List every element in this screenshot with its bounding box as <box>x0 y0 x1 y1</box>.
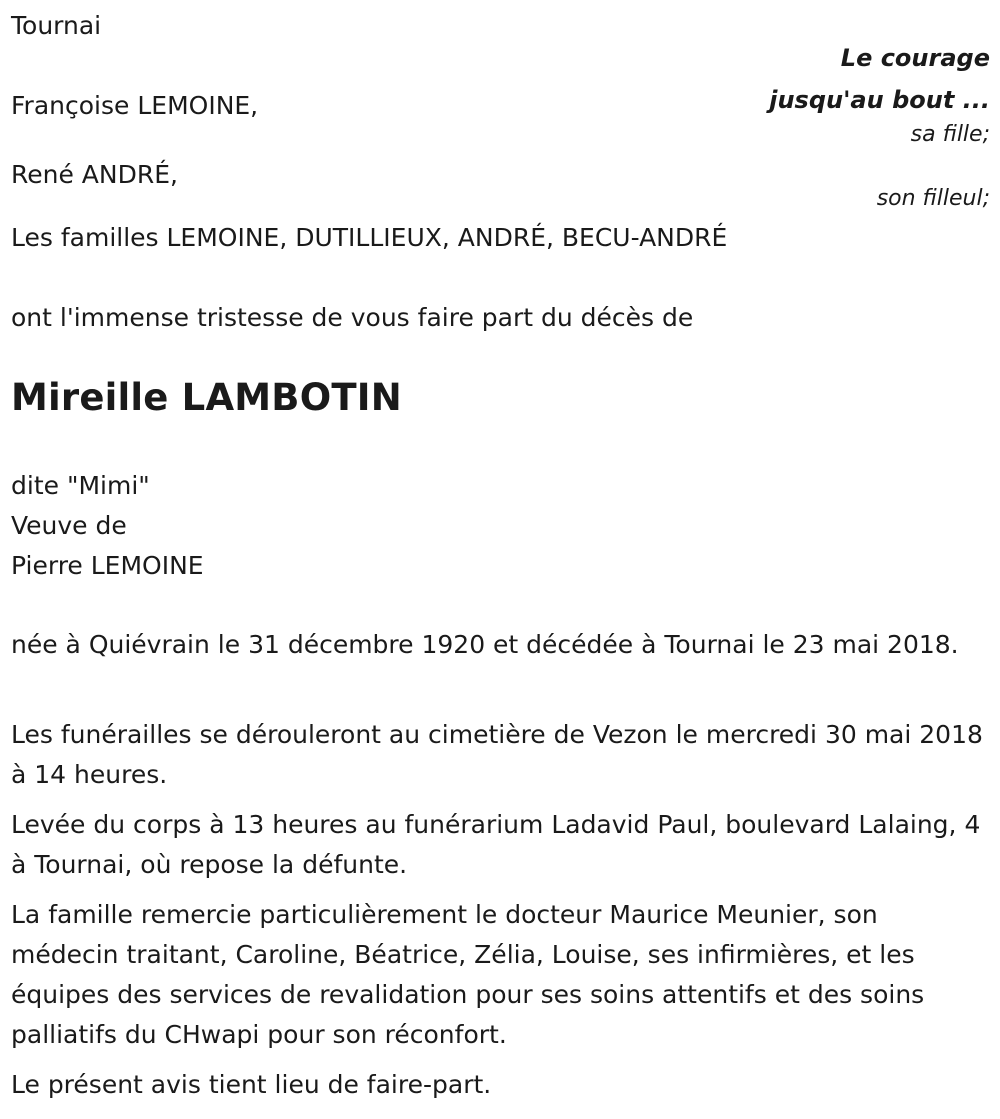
funeral-paragraph: Les funérailles se dérouleront au cimetière de Vezon le mercredi 30 mai 2018 à 14 heures. <box>11 720 983 789</box>
deceased-nickname: dite "Mimi" <box>11 471 150 500</box>
family-member-role: son filleul; <box>876 186 990 211</box>
family-member-name: René ANDRÉ, <box>11 160 178 189</box>
family-member-name: Françoise LEMOINE, <box>11 91 259 120</box>
birth-death-paragraph: née à Quiévrain le 31 décembre 1920 et décédée à Tournai le 23 mai 2018. <box>11 630 959 659</box>
announcement-text: ont l'immense tristesse de vous faire part du décès de <box>11 303 694 332</box>
spouse-name: Pierre LEMOINE <box>11 551 204 580</box>
motto-line-2: jusqu'au bout ... <box>769 86 990 114</box>
family-member-role: sa fille; <box>910 122 990 147</box>
motto-line-1: Le courage <box>840 44 990 72</box>
widow-of-label: Veuve de <box>11 511 127 540</box>
thanks-paragraph: La famille remercie particulièrement le docteur Maurice Meunier, son médecin traitant, Caroline, Béatrice, Zélia, Louise, ses infirmières, et les équipes des services de revalidation pour ses soins attentifs et des soins palliatifs du CHwapi pour son réconfort. <box>11 900 925 1049</box>
notice-paragraph: Le présent avis tient lieu de faire-part. <box>11 1070 492 1099</box>
viewing-paragraph: Levée du corps à 13 heures au funérarium Ladavid Paul, boulevard Lalaing, 4 à Tournai, où repose la défunte. <box>11 810 981 879</box>
deceased-name: Mireille LAMBOTIN <box>11 376 402 419</box>
city-heading: Tournai <box>11 11 102 40</box>
family-member-name: Les familles LEMOINE, DUTILLIEUX, ANDRÉ, BECU-ANDRÉ <box>11 223 728 252</box>
